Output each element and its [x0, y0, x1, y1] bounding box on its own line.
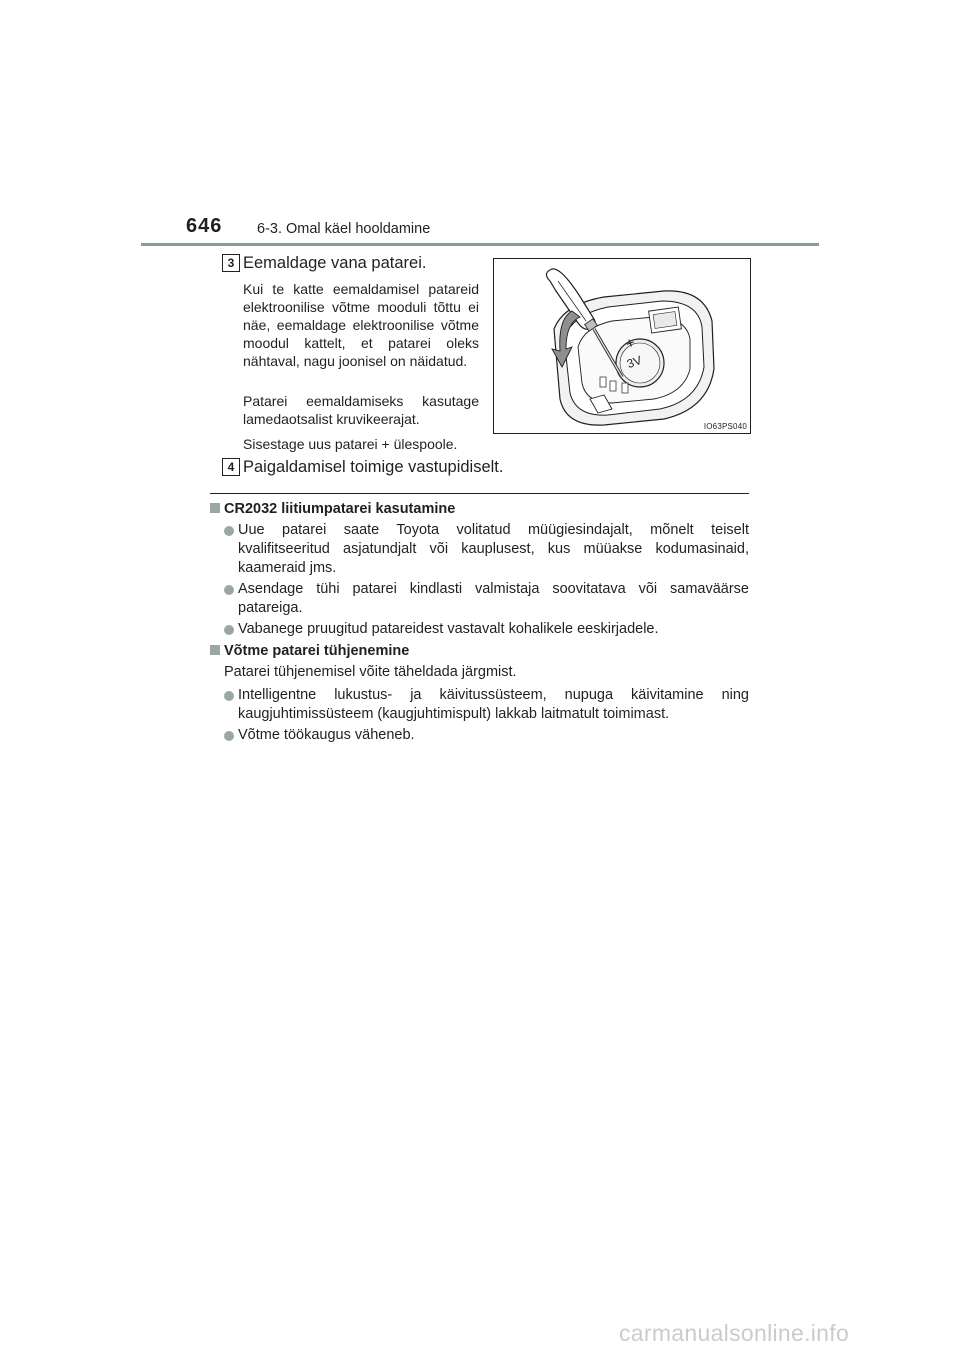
note-1-title-text: CR2032 liitiumpatarei kasutamine: [224, 501, 456, 517]
note-1-bullet-2: Asendage tühi patarei kindlasti valmistaja soovitatava või samaväärse patareiga.: [238, 581, 749, 616]
step-3-paragraph-1: Kui te katte eemaldamisel patareid elektroonilise võtme mooduli tõttu ei näe, eemaldage elektroonilise võtme moodul kattelt, et patarei oleks nähtaval, nagu joonisel on näidatud.: [243, 281, 479, 369]
step-3-paragraph-2: Patarei eemaldamiseks kasutage lamedaotsalist kruvikeerajat.: [243, 393, 479, 427]
note-1-bullet-3: Vabanege pruugitud patareidest vastavalt kohalikele eeskirjadele.: [238, 621, 659, 637]
step-4-badge: 4: [222, 458, 240, 476]
circle-bullet-icon: [224, 625, 234, 635]
step-4-heading: Paigaldamisel toimige vastupidiselt.: [243, 458, 504, 476]
note-2-bullet-2: Võtme töökaugus väheneb.: [238, 727, 415, 743]
circle-bullet-icon: [224, 585, 234, 595]
step-3-heading: Eemaldage vana patarei.: [243, 254, 427, 272]
note-2-bullet-1: Intelligentne lukustus- ja käivitussüsteem, nupuga käivitamine ning kaugjuhtimissüsteem (kaugjuhtimispult) lakkab laitmatult toimimast.: [238, 687, 749, 722]
watermark-text: carmanualsonline.info: [619, 1320, 850, 1346]
note-2-title-text: Võtme patarei tühjenemine: [224, 643, 410, 659]
note-1-title: [210, 501, 455, 517]
circle-bullet-icon: [224, 691, 234, 701]
notes-divider: [210, 493, 749, 494]
step-3-paragraph-3: Sisestage uus patarei + ülespoole.: [243, 436, 458, 452]
square-bullet-icon: [210, 645, 220, 655]
note-2-title: [210, 643, 409, 659]
note-1-bullet-1: Uue patarei saate Toyota volitatud müügiesindajalt, mõnelt teiselt kvalifitseeritud asjatundjalt või kauplusest, kus müüakse kodumasinaid, kaameraid jms.: [238, 522, 749, 576]
battery-polarity-label: +: [623, 334, 638, 353]
step-3-badge: 3: [222, 254, 240, 272]
circle-bullet-icon: [224, 526, 234, 536]
note-2-intro: Patarei tühjenemisel võite täheldada järgmist.: [224, 664, 517, 680]
key-battery-illustration: [493, 258, 751, 434]
section-title: 6-3. Omal käel hooldamine: [257, 221, 431, 237]
circle-bullet-icon: [224, 731, 234, 741]
figure-code: IO63PS040: [703, 422, 747, 431]
key-fob-drawing: [494, 259, 750, 433]
header-divider: [141, 243, 819, 246]
square-bullet-icon: [210, 503, 220, 513]
battery-voltage-label: 3V: [625, 352, 644, 372]
page-number: 646: [186, 215, 223, 237]
